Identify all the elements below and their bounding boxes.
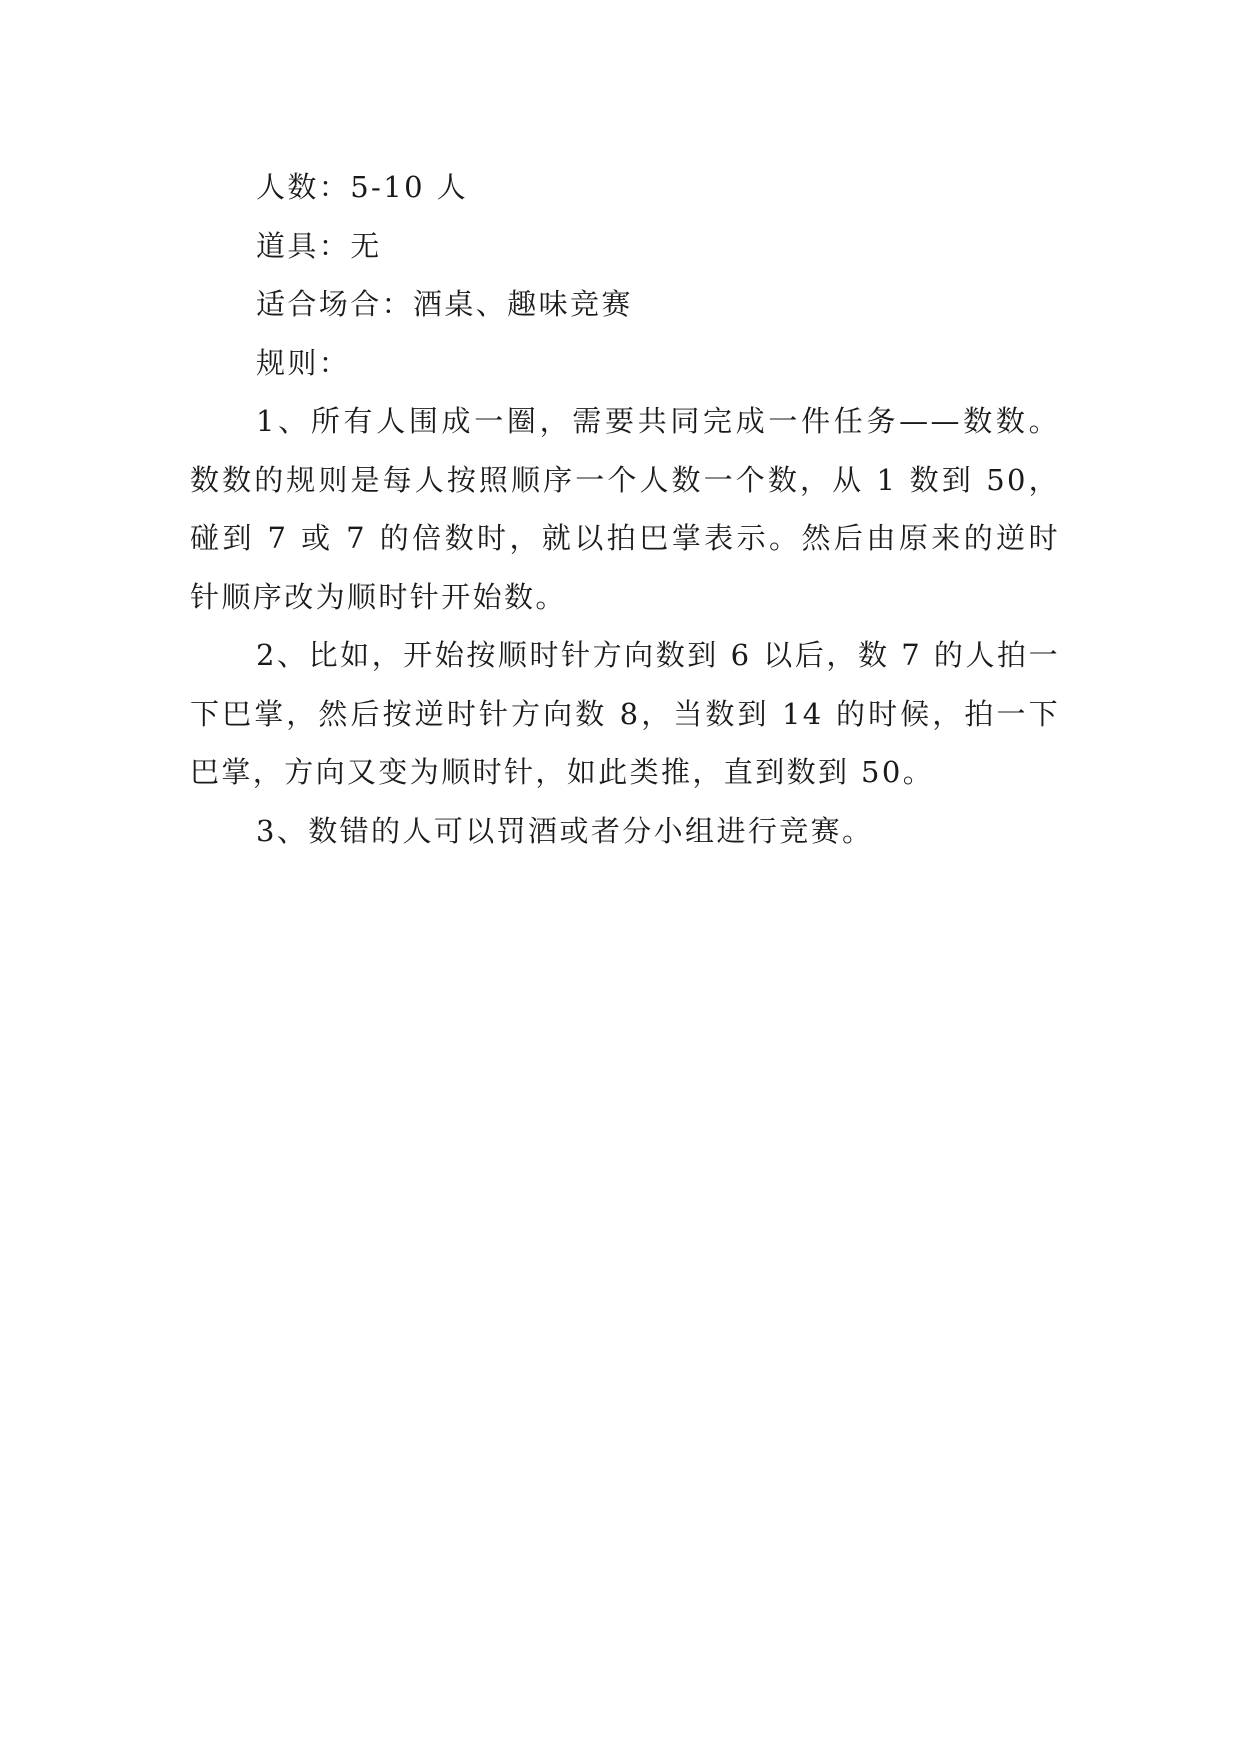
document-body [190,158,1060,860]
rules-heading: 规则： [256,345,351,380]
rule-3-paragraph: 3、数错的人可以罚酒或者分小组进行竞赛。 [256,813,874,848]
rule-2-paragraph: 2、比如，开始按顺时针方向数到 6 以后，数 7 的人拍一下巴掌，然后按逆时针方向数 8，当数到 14 的时候，拍一下巴掌，方向又变为顺时针，如此类推，直到数到 50。 [190,638,1060,789]
rule-1-paragraph: 1、所有人围成一圈，需要共同完成一件任务——数数。数数的规则是每人按照顺序一个人数一个数，从 1 数到 50，碰到 7 或 7 的倍数时，就以拍巴掌表示。然后由原来的逆时针顺序改为顺时针开始数。 [190,404,1060,614]
participants-line: 人数：5-10 人 [256,170,468,204]
props-line: 道具：无 [256,228,382,263]
occasion-line: 适合场合：酒桌、趣味竞赛 [256,287,633,321]
